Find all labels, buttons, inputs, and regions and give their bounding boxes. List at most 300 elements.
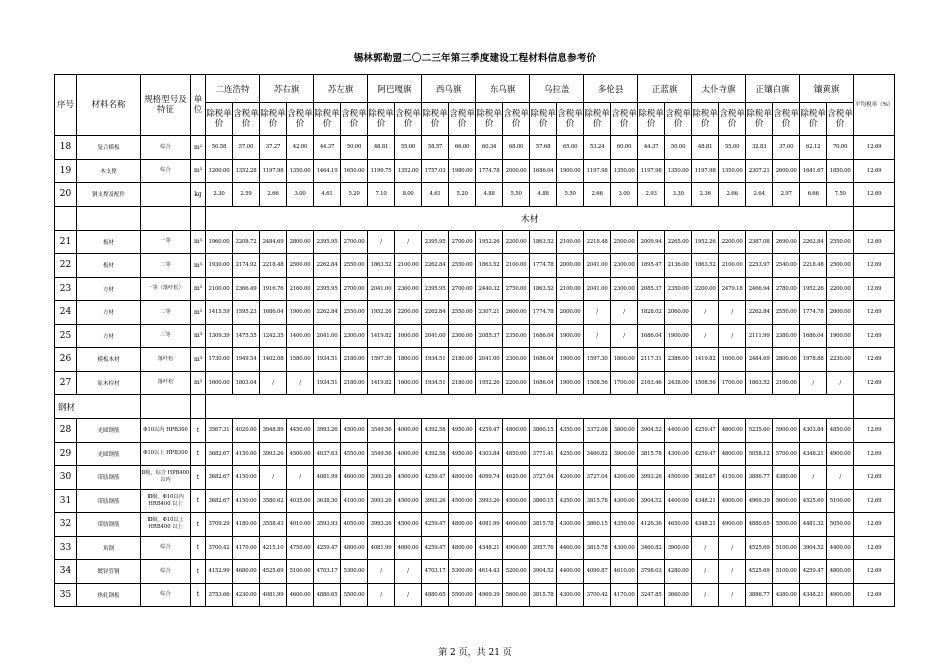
price-excl-tax: 3904.52 — [800, 536, 827, 560]
price-excl-tax: 2395.95 — [422, 230, 449, 254]
price-excl-tax: 2041.00 — [584, 254, 611, 278]
price-excl-tax: 62.12 — [800, 136, 827, 160]
row-unit: t — [191, 583, 206, 607]
price-excl-tax: 60.34 — [476, 136, 503, 160]
price-incl-tax: 1800.00 — [611, 348, 638, 372]
price-incl-tax: 2000.00 — [557, 254, 584, 278]
price-excl-tax: 2041.00 — [314, 324, 341, 348]
price-excl-tax: 4525.69 — [746, 560, 773, 584]
price-excl-tax: 2307.21 — [476, 301, 503, 325]
price-excl-tax: 2163.46 — [638, 371, 665, 395]
price-excl-tax: 4259.47 — [476, 419, 503, 443]
price-excl-tax: 2395.95 — [422, 277, 449, 301]
row-unit: t — [191, 560, 206, 584]
price-incl-tax: / — [287, 371, 314, 395]
price-excl-tax: 3549.56 — [368, 419, 395, 443]
header-excl-tax: 除税单价 — [800, 103, 827, 136]
row-unit: m³ — [191, 348, 206, 372]
price-incl-tax: 65.00 — [557, 136, 584, 160]
row-unit: m³ — [191, 301, 206, 325]
price-incl-tax: 2300.00 — [449, 324, 476, 348]
price-excl-tax: 4152.99 — [206, 560, 233, 584]
price-incl-tax: 2208.72 — [233, 230, 260, 254]
price-excl-tax: 1600.00 — [206, 371, 233, 395]
header-excl-tax: 除税单价 — [206, 103, 233, 136]
price-incl-tax: 1700.00 — [611, 371, 638, 395]
table-row — [55, 583, 895, 607]
price-excl-tax: 3709.29 — [206, 513, 233, 537]
price-incl-tax: 2100.00 — [773, 371, 800, 395]
price-incl-tax: 2380.00 — [773, 324, 800, 348]
row-material-name: 方材 — [77, 301, 141, 325]
price-excl-tax: 3860.15 — [530, 489, 557, 513]
price-excl-tax: 2387.08 — [746, 230, 773, 254]
price-incl-tax: 1400.00 — [287, 324, 314, 348]
header-excl-tax: 除税单价 — [368, 103, 395, 136]
price-excl-tax: 2085.37 — [638, 277, 665, 301]
price-excl-tax: 4348.21 — [476, 536, 503, 560]
price-excl-tax: 3638.30 — [314, 489, 341, 513]
price-excl-tax: 4481.32 — [800, 513, 827, 537]
row-unit: t — [191, 466, 206, 490]
price-incl-tax: 1900.00 — [557, 371, 584, 395]
price-incl-tax: 2.59 — [233, 183, 260, 207]
price-excl-tax: / — [368, 583, 395, 607]
price-excl-tax: 1934.51 — [314, 371, 341, 395]
price-excl-tax: 1464.19 — [314, 159, 341, 183]
empty-cell — [191, 206, 206, 230]
price-excl-tax: 2262.84 — [800, 230, 827, 254]
price-incl-tax: 3.00 — [287, 183, 314, 207]
price-excl-tax: 1952.26 — [368, 301, 395, 325]
price-incl-tax: 4350.00 — [557, 489, 584, 513]
price-incl-tax: 2300.00 — [341, 324, 368, 348]
row-seq: 25 — [55, 324, 77, 348]
price-incl-tax: 2160.00 — [287, 277, 314, 301]
price-incl-tax: 4035.00 — [287, 489, 314, 513]
price-excl-tax: 1686.04 — [800, 324, 827, 348]
price-excl-tax: 1863.52 — [530, 277, 557, 301]
price-incl-tax: / — [827, 466, 854, 490]
row-material-name: 方材 — [77, 277, 141, 301]
empty-cell — [191, 395, 206, 419]
price-incl-tax: 1900.00 — [557, 348, 584, 372]
price-excl-tax: 4303.84 — [476, 442, 503, 466]
price-incl-tax: 4250.00 — [557, 442, 584, 466]
price-incl-tax: 2550.00 — [827, 230, 854, 254]
price-incl-tax: 5300.00 — [341, 560, 368, 584]
row-spec: Φ10以上 HPB300 — [141, 442, 191, 466]
header-unit: 单位 — [191, 75, 206, 136]
row-seq: 33 — [55, 536, 77, 560]
table-row — [55, 560, 895, 584]
row-spec: 二等 — [141, 254, 191, 278]
price-incl-tax: 4800.00 — [341, 536, 368, 560]
price-incl-tax: 1800.00 — [395, 348, 422, 372]
price-incl-tax: 5200.00 — [503, 560, 530, 584]
price-excl-tax: / — [800, 371, 827, 395]
price-excl-tax: 2395.95 — [314, 230, 341, 254]
price-incl-tax: 2700.00 — [341, 230, 368, 254]
row-seq: 22 — [55, 254, 77, 278]
table-row — [55, 136, 895, 160]
row-seq: 31 — [55, 489, 77, 513]
price-excl-tax: 1597.30 — [584, 348, 611, 372]
price-excl-tax: 4.88 — [530, 183, 557, 207]
row-avg-tax: 12.69 — [854, 324, 895, 348]
price-incl-tax: 1900.00 — [557, 159, 584, 183]
price-excl-tax: 4259.47 — [422, 513, 449, 537]
price-excl-tax: 1686.04 — [638, 324, 665, 348]
price-incl-tax: 2000.00 — [557, 301, 584, 325]
price-excl-tax: 3957.76 — [530, 536, 557, 560]
price-excl-tax: 3372.08 — [584, 419, 611, 443]
header-spec: 规格型号及特征 — [141, 75, 191, 136]
price-excl-tax: 2041.00 — [584, 277, 611, 301]
empty-cell — [854, 395, 895, 419]
price-incl-tax: 2200.00 — [395, 301, 422, 325]
price-incl-tax: 2700.00 — [341, 277, 368, 301]
header-excl-tax: 除税单价 — [530, 103, 557, 136]
price-incl-tax: 2.66 — [719, 183, 746, 207]
price-incl-tax: 4800.00 — [503, 419, 530, 443]
price-excl-tax: 3727.04 — [584, 466, 611, 490]
price-excl-tax: 48.81 — [692, 136, 719, 160]
price-incl-tax: 5050.00 — [827, 513, 854, 537]
header-excl-tax: 除税单价 — [422, 103, 449, 136]
price-incl-tax: 5600.00 — [773, 489, 800, 513]
price-excl-tax: 1952.26 — [476, 371, 503, 395]
row-spec: 综合 — [141, 136, 191, 160]
price-excl-tax: 3993.26 — [260, 442, 287, 466]
price-incl-tax: 4380.00 — [773, 466, 800, 490]
price-incl-tax: 4800.00 — [449, 513, 476, 537]
price-incl-tax: 4500.00 — [449, 489, 476, 513]
price-excl-tax: 1200.00 — [206, 159, 233, 183]
price-incl-tax: 2300.00 — [503, 348, 530, 372]
price-excl-tax: 1863.52 — [746, 371, 773, 395]
price-incl-tax: 4500.00 — [341, 419, 368, 443]
price-excl-tax: 3558.43 — [260, 513, 287, 537]
price-table — [54, 74, 895, 607]
price-excl-tax: 44.37 — [314, 136, 341, 160]
price-incl-tax: 4000.00 — [395, 442, 422, 466]
price-incl-tax: 60.00 — [611, 136, 638, 160]
row-unit: m³ — [191, 324, 206, 348]
price-excl-tax: 1508.56 — [584, 371, 611, 395]
row-seq: 21 — [55, 230, 77, 254]
table-header — [55, 75, 895, 136]
header-incl-tax: 含税单价 — [395, 103, 422, 136]
header-incl-tax: 含税单价 — [665, 103, 692, 136]
price-excl-tax: 2.66 — [260, 183, 287, 207]
price-incl-tax: 2200.00 — [719, 230, 746, 254]
price-excl-tax: 1309.39 — [206, 324, 233, 348]
price-excl-tax: 3682.67 — [692, 466, 719, 490]
price-excl-tax: 1508.56 — [692, 371, 719, 395]
price-excl-tax: 4259.47 — [422, 466, 449, 490]
price-excl-tax: 4348.21 — [800, 442, 827, 466]
price-incl-tax: 4380.00 — [773, 583, 800, 607]
price-excl-tax: 1978.88 — [800, 348, 827, 372]
price-incl-tax: 1350.00 — [287, 159, 314, 183]
price-incl-tax: 4850.00 — [827, 419, 854, 443]
table-row — [55, 324, 895, 348]
row-avg-tax: 12.69 — [854, 442, 895, 466]
price-excl-tax: 4259.47 — [692, 419, 719, 443]
price-excl-tax: 57.68 — [530, 136, 557, 160]
price-excl-tax: 3682.67 — [206, 442, 233, 466]
price-incl-tax: 1900.00 — [665, 324, 692, 348]
price-excl-tax: 4081.99 — [476, 513, 503, 537]
price-excl-tax: 4525.69 — [800, 489, 827, 513]
price-excl-tax: 4880.65 — [746, 513, 773, 537]
price-incl-tax: 2.97 — [773, 183, 800, 207]
row-spec: 综合 — [141, 560, 191, 584]
row-seq: 23 — [55, 277, 77, 301]
price-excl-tax: 2085.37 — [476, 324, 503, 348]
price-excl-tax: / — [584, 301, 611, 325]
row-material-name: 方材 — [77, 324, 141, 348]
price-incl-tax: 5100.00 — [827, 489, 854, 513]
price-excl-tax: 4126.36 — [638, 513, 665, 537]
price-incl-tax: 4650.00 — [665, 513, 692, 537]
price-excl-tax: 1686.04 — [530, 348, 557, 372]
price-excl-tax: 4099.74 — [476, 466, 503, 490]
header-excl-tax: 除税单价 — [260, 103, 287, 136]
row-unit: t — [191, 489, 206, 513]
row-unit: t — [191, 513, 206, 537]
price-excl-tax: 53.24 — [584, 136, 611, 160]
price-incl-tax: 2100.00 — [557, 230, 584, 254]
price-excl-tax: 1641.67 — [800, 159, 827, 183]
price-incl-tax: 4230.00 — [233, 583, 260, 607]
table-row — [55, 419, 895, 443]
price-incl-tax: 2600.00 — [773, 159, 800, 183]
price-excl-tax: 2253.97 — [746, 254, 773, 278]
row-material-name: 角钢 — [77, 536, 141, 560]
price-incl-tax: 4950.00 — [449, 419, 476, 443]
price-excl-tax: 6.66 — [800, 183, 827, 207]
price-incl-tax: 2000.00 — [503, 159, 530, 183]
price-excl-tax: 1960.00 — [206, 230, 233, 254]
price-excl-tax: 1686.04 — [530, 159, 557, 183]
price-excl-tax: 4081.99 — [314, 466, 341, 490]
row-seq: 24 — [55, 301, 77, 325]
price-incl-tax: 7.50 — [827, 183, 854, 207]
price-excl-tax: 3904.52 — [530, 560, 557, 584]
price-excl-tax: / — [800, 466, 827, 490]
price-excl-tax: 1916.76 — [260, 277, 287, 301]
row-avg-tax: 12.69 — [854, 419, 895, 443]
price-incl-tax: 2479.18 — [719, 277, 746, 301]
header-incl-tax: 含税单价 — [341, 103, 368, 136]
table-body — [55, 136, 895, 607]
header-name: 材料名称 — [77, 75, 141, 136]
price-excl-tax: 2041.00 — [476, 348, 503, 372]
price-excl-tax: 1757.03 — [422, 159, 449, 183]
row-material-name: 带肋钢筋 — [77, 513, 141, 537]
price-excl-tax: 1199.75 — [368, 159, 395, 183]
row-unit: m³ — [191, 159, 206, 183]
price-excl-tax: 4880.65 — [422, 583, 449, 607]
region-header: 阿巴嘎旗 — [368, 75, 422, 103]
empty-cell — [206, 395, 854, 419]
price-excl-tax: 1686.04 — [260, 301, 287, 325]
row-material-name: 板材 — [77, 254, 141, 278]
price-excl-tax: 5235.60 — [746, 419, 773, 443]
price-excl-tax: 2466.94 — [746, 277, 773, 301]
price-incl-tax: 4400.00 — [665, 489, 692, 513]
price-excl-tax: 3567.31 — [206, 419, 233, 443]
section-title: 钢材 — [55, 395, 141, 419]
price-incl-tax: 3.00 — [611, 183, 638, 207]
row-material-name: 木支撑 — [77, 159, 141, 183]
price-incl-tax: 4500.00 — [395, 466, 422, 490]
row-material-name: 镀锌管钢 — [77, 560, 141, 584]
price-incl-tax: 5600.00 — [503, 583, 530, 607]
price-excl-tax: 1197.98 — [692, 159, 719, 183]
row-avg-tax: 12.69 — [854, 301, 895, 325]
price-incl-tax: 2100.00 — [719, 254, 746, 278]
price-excl-tax: 3993.26 — [314, 419, 341, 443]
row-avg-tax: 12.69 — [854, 277, 895, 301]
price-excl-tax: 4215.10 — [260, 536, 287, 560]
price-excl-tax: 3993.26 — [422, 489, 449, 513]
price-incl-tax: 2550.00 — [341, 254, 368, 278]
header-seq: 序号 — [55, 75, 77, 136]
price-incl-tax: / — [611, 324, 638, 348]
price-excl-tax: 2.64 — [746, 183, 773, 207]
price-incl-tax: 1900.00 — [557, 324, 584, 348]
price-incl-tax: 4800.00 — [827, 560, 854, 584]
price-excl-tax: 32.83 — [746, 136, 773, 160]
row-material-name: 带肋钢筋 — [77, 466, 141, 490]
price-incl-tax: 5700.00 — [773, 442, 800, 466]
price-incl-tax: 2180.00 — [449, 348, 476, 372]
price-incl-tax: 5.20 — [341, 183, 368, 207]
price-excl-tax: 2.36 — [692, 183, 719, 207]
price-incl-tax: 4460.00 — [557, 536, 584, 560]
price-incl-tax: 1350.00 — [611, 159, 638, 183]
price-incl-tax: 4400.00 — [665, 419, 692, 443]
section-title: 木材 — [206, 206, 854, 230]
price-incl-tax: 1850.00 — [827, 159, 854, 183]
price-excl-tax: 4259.47 — [422, 536, 449, 560]
price-excl-tax: 2041.00 — [368, 277, 395, 301]
price-excl-tax: 3886.77 — [746, 466, 773, 490]
price-incl-tax: 37.00 — [773, 136, 800, 160]
price-incl-tax: 4900.00 — [719, 513, 746, 537]
price-incl-tax: / — [827, 371, 854, 395]
price-incl-tax: 2800.00 — [773, 348, 800, 372]
price-excl-tax: 44.37 — [638, 136, 665, 160]
price-incl-tax: 4600.00 — [287, 583, 314, 607]
price-incl-tax: 5500.00 — [773, 513, 800, 537]
price-incl-tax: 2174.92 — [233, 254, 260, 278]
price-excl-tax: 1930.00 — [206, 254, 233, 278]
region-header: 正镶白旗 — [746, 75, 800, 103]
price-excl-tax: 3753.66 — [206, 583, 233, 607]
price-excl-tax: 37.27 — [260, 136, 287, 160]
price-incl-tax: 4600.00 — [341, 466, 368, 490]
price-incl-tax: / — [395, 583, 422, 607]
header-incl-tax: 含税单价 — [773, 103, 800, 136]
price-excl-tax: 1934.51 — [422, 348, 449, 372]
empty-cell — [141, 206, 191, 230]
price-incl-tax: 4150.00 — [233, 489, 260, 513]
row-unit: t — [191, 536, 206, 560]
price-incl-tax: 66.00 — [449, 136, 476, 160]
price-excl-tax: 4.61 — [422, 183, 449, 207]
price-excl-tax: / — [692, 583, 719, 607]
price-incl-tax: 4900.00 — [827, 442, 854, 466]
price-excl-tax: 2111.99 — [746, 324, 773, 348]
price-excl-tax: 1419.82 — [368, 371, 395, 395]
price-incl-tax: 1350.00 — [665, 159, 692, 183]
price-excl-tax: / — [260, 371, 287, 395]
price-excl-tax: / — [368, 560, 395, 584]
price-incl-tax: 2300.00 — [611, 277, 638, 301]
price-incl-tax: 4750.00 — [287, 536, 314, 560]
price-excl-tax: 4.61 — [314, 183, 341, 207]
price-incl-tax: 4300.00 — [611, 536, 638, 560]
table-row — [55, 277, 895, 301]
price-incl-tax: 50.00 — [665, 136, 692, 160]
header-incl-tax: 含税单价 — [233, 103, 260, 136]
price-excl-tax: 3549.56 — [368, 442, 395, 466]
price-incl-tax: 4300.00 — [557, 513, 584, 537]
price-excl-tax: 3815.78 — [584, 536, 611, 560]
row-spec — [141, 183, 191, 207]
price-incl-tax: 2200.00 — [503, 230, 530, 254]
row-spec: 一等（落叶松） — [141, 277, 191, 301]
header-incl-tax: 含税单价 — [287, 103, 314, 136]
price-excl-tax: 2009.94 — [638, 230, 665, 254]
price-incl-tax: 4150.00 — [233, 442, 260, 466]
price-excl-tax: 4614.43 — [476, 560, 503, 584]
price-incl-tax: 2500.00 — [287, 254, 314, 278]
price-incl-tax: 5.20 — [449, 183, 476, 207]
price-incl-tax: 2438.00 — [665, 371, 692, 395]
price-incl-tax: 4280.00 — [665, 560, 692, 584]
row-spec: 三等 — [141, 324, 191, 348]
price-incl-tax: 4170.00 — [233, 536, 260, 560]
price-incl-tax: 2550.00 — [449, 301, 476, 325]
price-incl-tax: 4010.00 — [287, 513, 314, 537]
price-excl-tax: / — [692, 536, 719, 560]
price-incl-tax: 2750.00 — [503, 277, 530, 301]
price-incl-tax: 1700.00 — [719, 371, 746, 395]
row-seq: 20 — [55, 183, 77, 207]
price-excl-tax: 2117.31 — [638, 348, 665, 372]
price-excl-tax: / — [692, 301, 719, 325]
price-incl-tax: 4200.00 — [611, 466, 638, 490]
price-excl-tax: 2041.00 — [422, 324, 449, 348]
price-incl-tax: / — [719, 301, 746, 325]
price-excl-tax: 4392.58 — [422, 442, 449, 466]
price-incl-tax: 4300.00 — [665, 442, 692, 466]
price-excl-tax: 3993.26 — [368, 513, 395, 537]
price-excl-tax: 3593.93 — [314, 513, 341, 537]
price-excl-tax: 2440.32 — [476, 277, 503, 301]
price-incl-tax: / — [719, 536, 746, 560]
price-incl-tax: 5.50 — [503, 183, 530, 207]
table-row — [55, 159, 895, 183]
price-incl-tax: 2550.00 — [773, 301, 800, 325]
price-incl-tax: 2230.00 — [827, 348, 854, 372]
table-row — [55, 442, 895, 466]
